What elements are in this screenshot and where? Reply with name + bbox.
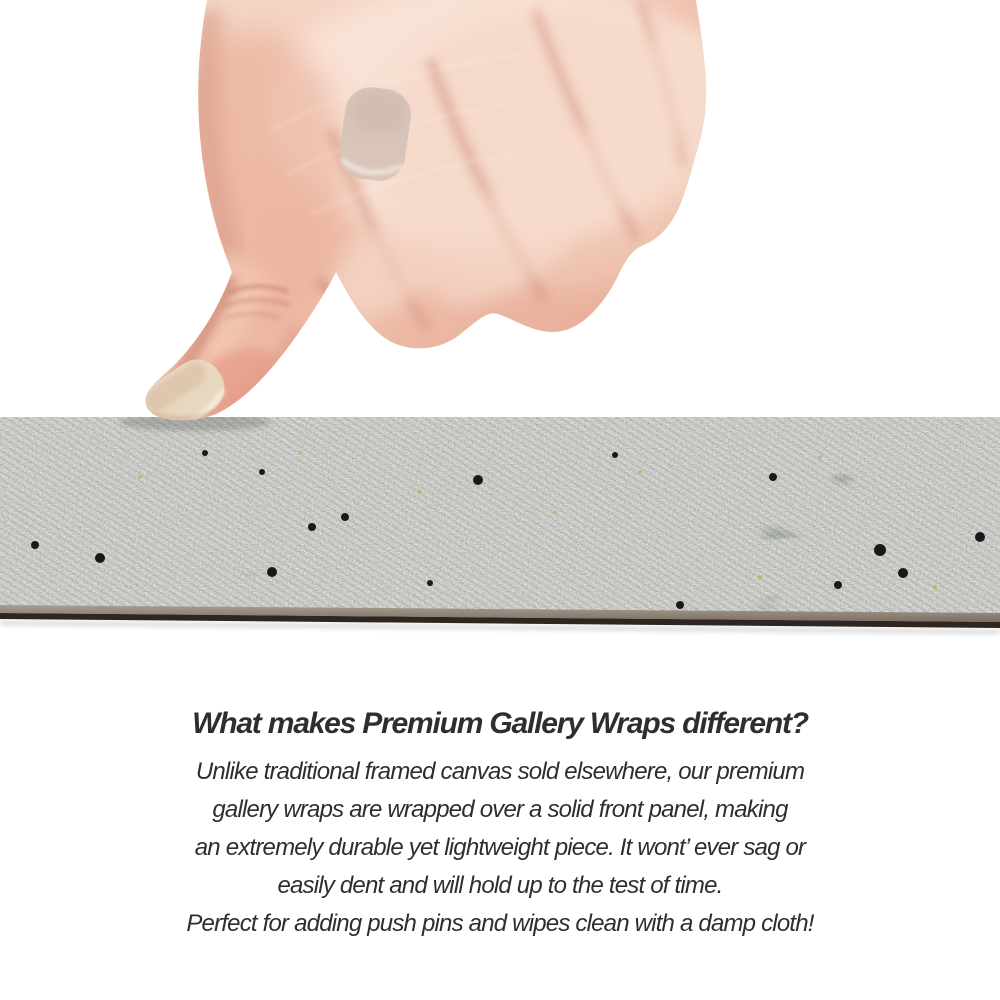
hand-photo — [0, 0, 1000, 432]
info-line: gallery wraps are wrapped over a solid front panel, making — [212, 796, 788, 823]
canvas-edge-art — [0, 417, 1000, 647]
canvas-texture — [0, 417, 1000, 613]
canvas-edge-strip — [0, 417, 1000, 647]
info-heading: What makes Premium Gallery Wraps different? — [192, 707, 808, 740]
info-line: Perfect for adding push pins and wipes clean with a damp cloth! — [186, 910, 814, 937]
info-line: an extremely durable yet lightweight piece. It wont’ ever sag or — [194, 834, 806, 861]
info-line: easily dent and will hold up to the test of time. — [277, 872, 723, 899]
info-line: Unlike traditional framed canvas sold elsewhere, our premium — [195, 758, 805, 785]
info-text-block — [0, 702, 1000, 943]
